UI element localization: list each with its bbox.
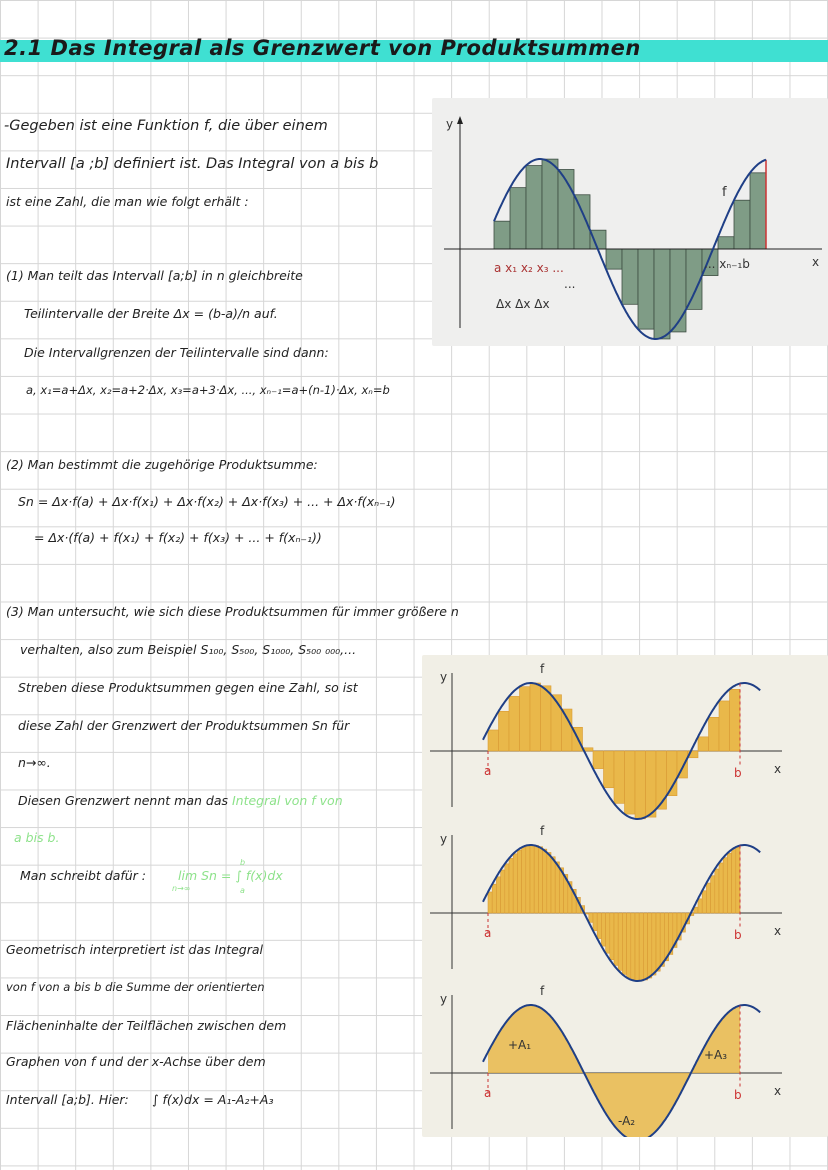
limit-rect <box>526 846 530 913</box>
riemann-rect <box>638 249 654 329</box>
notation-formula: lim Sn = ∫ f(x)dx <box>178 868 283 883</box>
label-a: a <box>484 1086 492 1100</box>
limit-rect <box>555 862 559 913</box>
limit-rect <box>736 847 740 913</box>
step3-line-3: Streben diese Produktsummen gegen eine Zahl, so ist <box>18 680 358 695</box>
label-f: f <box>540 662 545 676</box>
limit-rect <box>501 870 505 913</box>
limit-rect <box>711 876 715 913</box>
intro-line-1: -Gegeben ist eine Funktion f, die über einem <box>4 118 328 134</box>
limit-rect <box>520 687 531 751</box>
limit-rect <box>593 913 597 931</box>
limit-rect <box>639 913 643 981</box>
label-f: f <box>540 984 545 998</box>
limit-rect <box>530 845 534 913</box>
limit-rect <box>538 847 542 913</box>
geo-formula: ∫ f(x)dx = A₁-A₂+A₃ <box>152 1092 274 1107</box>
notation-label: Man schreibt dafür : <box>20 868 147 883</box>
step3-line-1: (3) Man untersucht, wie sich diese Produktsummen für immer größere n <box>6 604 459 619</box>
limit-line-1 <box>18 793 343 808</box>
label-A2: -A₂ <box>618 1114 636 1128</box>
label-dx: Δx Δx Δx <box>496 297 550 311</box>
area-fill <box>488 1005 740 1137</box>
limit-rect <box>732 850 736 913</box>
limit-rect <box>648 913 652 978</box>
geo-line-2: von f von a bis b die Summe der orientierten <box>6 980 265 994</box>
label-a: a <box>484 926 492 940</box>
limit-rect <box>709 717 720 751</box>
label-f: f <box>722 185 727 200</box>
label-x: x <box>774 924 782 938</box>
limit-rect <box>730 689 741 751</box>
limit-rect <box>509 858 513 913</box>
limit-rect <box>727 853 731 913</box>
label-end: ... xₙ₋₁b <box>704 257 750 271</box>
limit-panels <box>430 662 782 1137</box>
label-y: y <box>446 117 454 131</box>
step3-line-4: diese Zahl der Grenzwert der Produktsummen Sn für <box>18 718 350 733</box>
limit-rect <box>622 913 626 974</box>
limit-rect <box>541 686 552 751</box>
limit-rect <box>562 709 573 751</box>
limit-rect <box>601 913 605 946</box>
limit-rect <box>610 913 614 960</box>
step2-line-3: = Δx·(f(a) + f(x₁) + f(x₂) + f(x₃) + ... + f(xₙ₋₁)) <box>34 530 322 545</box>
notation-upper: b <box>240 858 246 867</box>
limit-rect <box>488 892 492 913</box>
limit-rect <box>656 913 660 971</box>
label-A3: +A₃ <box>704 1048 728 1062</box>
label-y: y <box>440 832 448 846</box>
limit-rect <box>618 913 622 970</box>
limit-rect <box>606 913 610 953</box>
riemann-rect <box>606 249 622 269</box>
limit-rect <box>635 751 646 819</box>
notation-lower: a <box>240 886 245 895</box>
geo-line-4: Graphen von f und der x-Achse über dem <box>6 1054 266 1069</box>
geo-line-5: Intervall [a;b]. Hier: <box>6 1092 129 1107</box>
riemann-rect <box>670 249 686 332</box>
notation-sub: n→∞ <box>172 884 191 893</box>
step1-line-3: Die Intervallgrenzen der Teilintervalle sind dann: <box>24 345 329 360</box>
limit-rect <box>715 869 719 913</box>
limit-rect <box>551 695 562 751</box>
riemann-rect <box>510 188 526 249</box>
geo-line-1: Geometrisch interpretiert ist das Integral <box>6 942 264 957</box>
limit-rect <box>517 850 521 913</box>
limit-rect <box>505 864 509 913</box>
riemann-rect <box>526 166 542 249</box>
limit-rect <box>719 863 723 913</box>
limit-rect <box>723 858 727 913</box>
label-y: y <box>440 670 448 684</box>
limit-rect <box>604 751 615 788</box>
limit-rect <box>698 737 709 751</box>
intro-line-2: Intervall [a ;b] definiert ist. Das Integral von a bis b <box>6 156 379 172</box>
limit-rect <box>547 852 551 913</box>
limit-rect <box>627 913 631 978</box>
step1-line-2: Teilintervalle der Breite Δx = (b-a)/n auf. <box>24 306 278 321</box>
label-b: b <box>734 928 742 942</box>
limit-rect <box>652 913 656 975</box>
limit-rect <box>660 913 664 966</box>
label-x: x <box>774 762 782 776</box>
limit-rect <box>698 899 702 913</box>
intro-line-3: ist eine Zahl, die man wie folgt erhält : <box>6 194 249 209</box>
limit-rect <box>597 913 601 939</box>
limit-rect <box>534 845 538 913</box>
label-A1: +A₁ <box>508 1038 532 1052</box>
limit-rect <box>589 913 593 922</box>
step1-line-4: a, x₁=a+Δx, x₂=a+2·Δx, x₃=a+3·Δx, ..., xₙ₋₁=a+(n-1)·Δx, xₙ=b <box>26 383 390 397</box>
limit-rect <box>706 883 710 913</box>
limit-rect <box>530 683 541 751</box>
riemann-rect <box>494 221 510 249</box>
y-axis-arrow <box>457 116 463 124</box>
riemann-rect <box>542 159 558 249</box>
limit-rect <box>646 751 657 817</box>
riemann-svg <box>432 98 828 346</box>
label-dots: ... <box>564 277 576 291</box>
step2-line-2: Sn = Δx·f(a) + Δx·f(x₁) + Δx·f(x₂) + Δx·f(x₃) + ... + Δx·f(xₙ₋₁) <box>18 494 396 509</box>
step1-line-1: (1) Man teilt das Intervall [a;b] in n gleichbreite <box>6 268 303 283</box>
limit-figure <box>422 655 828 1137</box>
riemann-rect <box>718 237 734 249</box>
label-x: x <box>812 255 820 269</box>
label-y: y <box>440 992 448 1006</box>
limit-rect <box>551 857 555 913</box>
step3-line-5: n→∞. <box>18 755 51 770</box>
limit-rect <box>543 849 547 913</box>
limit-rect <box>614 913 618 965</box>
geo-line-3: Flächeninhalte der Teilflächen zwischen dem <box>6 1018 287 1033</box>
riemann-figure <box>432 98 828 346</box>
limit-rect <box>643 913 647 980</box>
limit-rect <box>656 751 667 809</box>
limit-rect <box>635 913 639 981</box>
limit-svg <box>422 655 828 1137</box>
riemann-rect <box>734 200 750 249</box>
page-title: 2.1 Das Integral als Grenzwert von Produktsummen <box>4 36 641 60</box>
limit-rect <box>631 913 635 980</box>
riemann-rect <box>590 230 606 249</box>
limit-rect <box>702 891 706 913</box>
limit-rect <box>496 877 500 913</box>
limit-rect <box>522 847 526 913</box>
limit-rect <box>509 696 520 751</box>
limit-rect <box>719 701 730 751</box>
limit-rect <box>625 751 636 814</box>
limit-rect <box>492 884 496 913</box>
limit-line-2: a bis b. <box>14 830 60 845</box>
step2-line-1: (2) Man bestimmt die zugehörige Produktsumme: <box>6 457 318 472</box>
limit-rect <box>614 751 625 803</box>
label-x: x <box>774 1084 782 1098</box>
label-b: b <box>734 1088 742 1102</box>
integral-highlight: Integral von f von <box>231 793 343 808</box>
limit-text: Diesen Grenzwert nennt man das <box>18 793 232 808</box>
riemann-rect <box>750 173 766 249</box>
riemann-rect <box>654 249 670 339</box>
label-ticks: a x₁ x₂ x₃ ... <box>494 261 564 275</box>
label-f: f <box>540 824 545 838</box>
step3-line-2: verhalten, also zum Beispiel S₁₀₀, S₅₀₀, S₁₀₀₀, S₅₀₀ ₀₀₀,... <box>20 642 357 657</box>
limit-rect <box>488 730 499 751</box>
limit-rect <box>593 751 604 769</box>
label-b: b <box>734 766 742 780</box>
label-a: a <box>484 764 492 778</box>
riemann-rect <box>622 249 638 304</box>
limit-rect <box>513 854 517 913</box>
limit-rect <box>499 711 510 751</box>
